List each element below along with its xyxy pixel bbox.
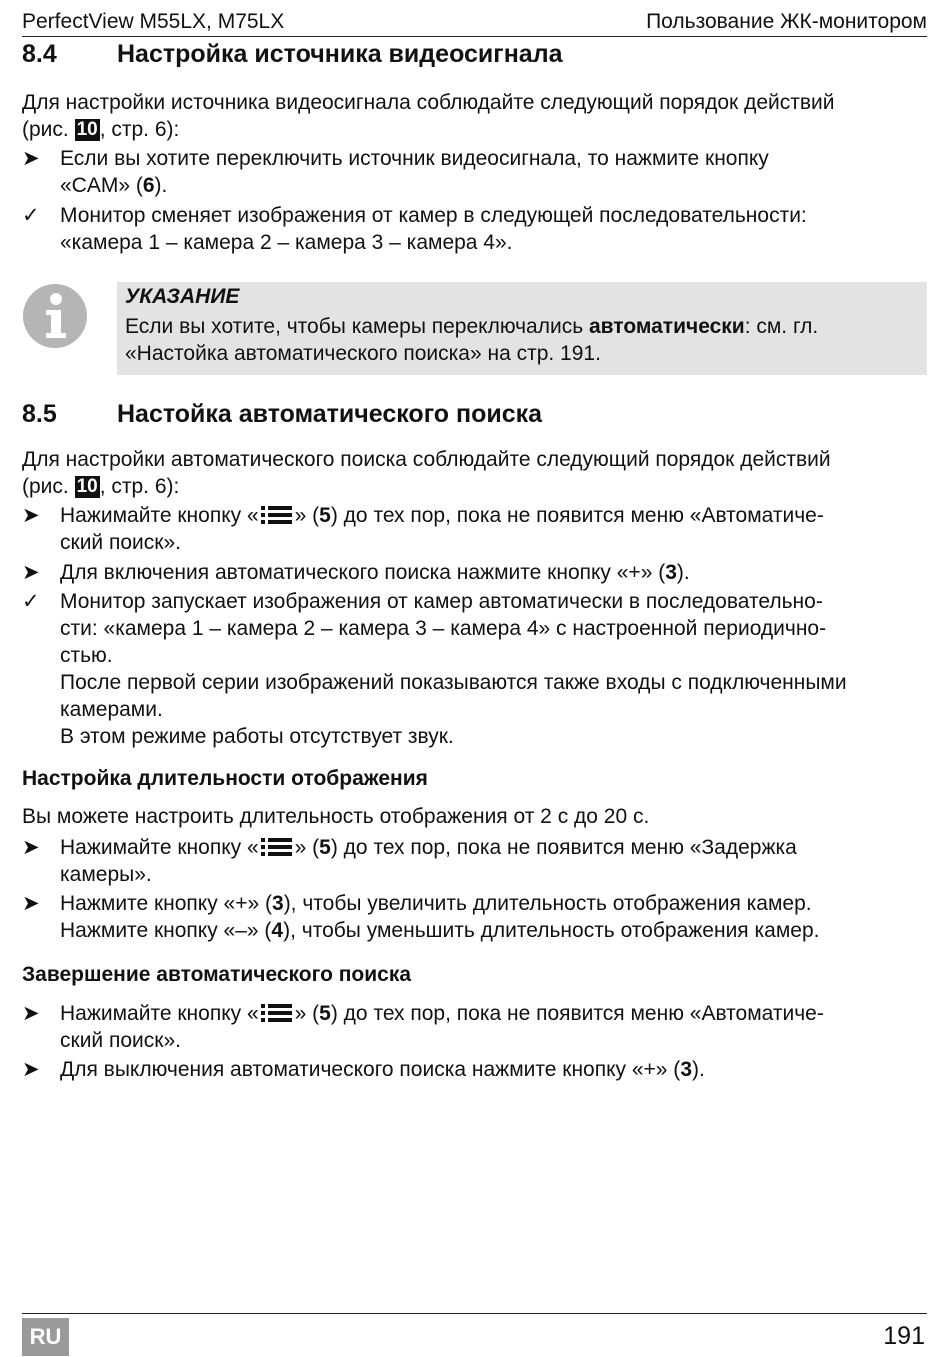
manual-page: PerfectView M55LX, M75LX Пользование ЖК-монитором 8.4 Настройка источника видеосигнала Для настройки источника видеосигнала соблюдайте следующий порядок действий (рис. 10, стр. 6): ➤ Если вы хотите переключить источник видеосигнала, то нажмите кнопку «CAM» (6). ✓ Монитор сменяет изображения от камер в следующей последовательности: «камера 1 – камера 2 – камера 3 – камера 4». УКАЗАНИЕ Если вы хотите, чтобы камеры переключались автоматически: см. гл. «Настойка автоматического поиска» на стр. 191. 8.5 Настойка автоматического поиска Для настройки автоматического поиска соблюдайте следующий порядок действий (рис. 10, стр. 6): ➤ Нажимайте кнопку « » (5) до тех пор, пока не появится меню «Автоматиче- ский поиск». ➤ Для включения автоматического поиска нажмите кнопку «+» (3). ✓ Монитор запускает изображения от камер автоматически в последовательно- сти: «камера 1 – камера 2 – камера 3 – камера 4» с настроенной периодично- стью. После первой серии изображений показываются также входы с подключенными камерами. В этом режиме работы отсутствует звук. Настройка длительности отображения Вы можете настроить длительность отображения от 2 с до 20 с. ➤ Нажимайте кнопку « » (5) до тех пор, пока не появится меню «Задержка камеры». ➤ Нажмите кнопку «+» (3), чтобы увеличить длительность отображения камер. Нажмите кнопку «–» (4), чтобы уменьшить длительность отображения камер. Завершение автоматического поиска ➤ Нажимайте кнопку « » (5) до тех пор, пока не появится меню «Автоматиче- ский поиск». ➤ Для выключения автоматического поиска нажмите кнопку «+» (3). RU 191 bbox=[22, 0, 927, 1357]
arrow-icon: ➤ bbox=[22, 836, 40, 859]
note-body: Если вы хотите, чтобы камеры переключались автоматически: см. гл. «Настойка автоматического поиска» на стр. 191. bbox=[125, 315, 819, 365]
section-8-5-heading bbox=[22, 400, 542, 429]
page-header bbox=[22, 4, 927, 37]
arrow-icon: ➤ bbox=[22, 504, 40, 527]
arrow-icon: ➤ bbox=[22, 147, 40, 170]
footer-divider bbox=[22, 1313, 927, 1314]
info-icon bbox=[22, 283, 88, 349]
menu-list-icon bbox=[259, 836, 295, 858]
note-title: УКАЗАНИЕ bbox=[125, 285, 240, 308]
language-badge: RU bbox=[22, 1318, 69, 1356]
section-title: Настойка автоматического поиска bbox=[117, 400, 543, 428]
arrow-icon: ➤ bbox=[22, 1002, 40, 1025]
figure-badge: 10 bbox=[76, 476, 98, 497]
header-product: PerfectView M55LX, M75LX bbox=[22, 10, 285, 33]
section-8-4-heading bbox=[22, 40, 562, 69]
page-number: 191 bbox=[883, 1322, 925, 1350]
duration-intro: Вы можете настроить длительность отображения от 2 с до 20 с. bbox=[22, 805, 650, 828]
subsection-duration-heading: Настройка длительности отображения bbox=[22, 767, 428, 790]
section-8-5-intro: Для настройки автоматического поиска соблюдайте следующий порядок действий (рис. 10, стр. 6): bbox=[22, 448, 831, 498]
note-box bbox=[117, 282, 927, 375]
intro-line: (рис. 10, стр. 6): bbox=[22, 118, 180, 141]
check-icon: ✓ bbox=[22, 590, 40, 613]
header-chapter: Пользование ЖК-монитором bbox=[646, 10, 927, 33]
section-8-4-intro bbox=[22, 89, 927, 143]
subsection-end-heading: Завершение автоматического поиска bbox=[22, 963, 412, 986]
arrow-icon: ➤ bbox=[22, 561, 40, 584]
arrow-icon: ➤ bbox=[22, 892, 40, 915]
section-number: 8.4 bbox=[22, 40, 57, 68]
intro-line: Для настройки источника видеосигнала соблюдайте следующий порядок действий bbox=[22, 91, 835, 114]
section-number: 8.5 bbox=[22, 400, 57, 428]
menu-list-icon bbox=[259, 504, 295, 526]
check-icon: ✓ bbox=[22, 204, 40, 227]
arrow-icon: ➤ bbox=[22, 1058, 40, 1081]
figure-badge: 10 bbox=[76, 119, 98, 140]
section-title: Настройка источника видеосигнала bbox=[117, 40, 563, 68]
menu-list-icon bbox=[259, 1002, 295, 1024]
